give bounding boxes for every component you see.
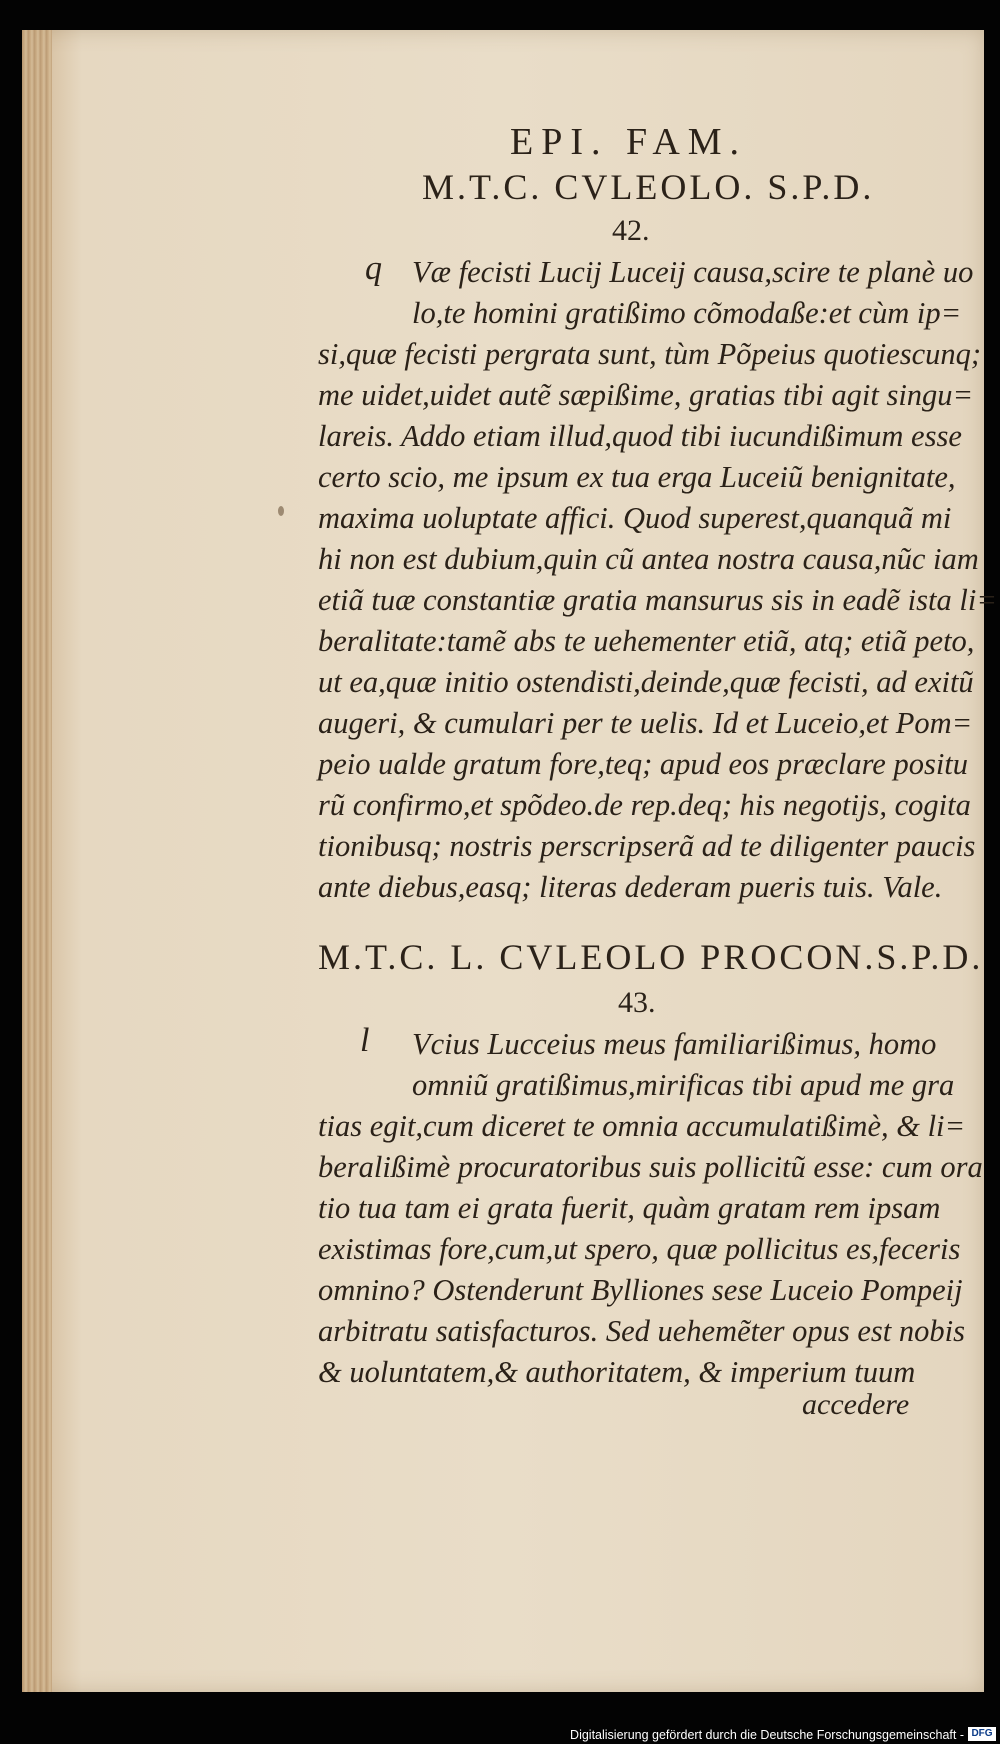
funding-credit: Digitalisierung gefördert durch die Deutsche Forschungsgemeinschaft - xyxy=(570,1728,964,1742)
text-line: beralißimè procuratoribus suis pollicitũ esse: cum ora xyxy=(318,1150,983,1184)
letter-body xyxy=(318,1024,983,1393)
text-line: ante diebus,easq; literas dederam pueris tuis. Vale. xyxy=(318,870,943,904)
text-line: existimas fore,cum,ut spero, quæ pollicitus es,feceris xyxy=(318,1232,961,1266)
page-edge xyxy=(22,30,52,1692)
text-line: si,quæ fecisti pergrata sunt, tùm Põpeius quotiescunq; xyxy=(318,337,982,371)
text-line: arbitratu satisfacturos. Sed uehemẽter opus est nobis xyxy=(318,1314,965,1348)
text-line: lareis. Addo etiam illud,quod tibi iucundißimum esse xyxy=(318,419,962,453)
text-line: hi non est dubium,quin cũ antea nostra causa,nũc iam xyxy=(318,542,979,576)
letter-number: 42. xyxy=(612,214,650,247)
text-line: tias egit,cum diceret te omnia accumulatißimè, & li= xyxy=(318,1109,966,1143)
dfg-logo: DFG xyxy=(968,1727,996,1741)
text-line: ut ea,quæ initio ostendisti,deinde,quæ fecisti, ad exitũ xyxy=(318,665,974,699)
text-line: etiã tuæ constantiæ gratia mansurus sis in eadẽ ista li= xyxy=(318,583,997,617)
letter-title: M.T.C. CVLEOLO. S.P.D. xyxy=(422,167,875,207)
letter-number: 43. xyxy=(618,986,656,1019)
guide-letter: q xyxy=(365,250,382,287)
guide-letter: l xyxy=(360,1022,370,1059)
text-line: Væ fecisti Lucij Luceij causa,scire te planè uo xyxy=(412,255,974,289)
text-line: rũ confirmo,et spõdeo.de rep.deq; his negotijs, cogita xyxy=(318,788,971,822)
text-line: tio tua tam ei grata fuerit, quàm gratam rem ipsam xyxy=(318,1191,941,1225)
text-line: certo scio, me ipsum ex tua erga Luceiũ benignitate, xyxy=(318,460,956,494)
text-line: & uoluntatem,& authoritatem, & imperium tuum xyxy=(318,1355,916,1389)
letter-title: M.T.C. L. CVLEOLO PROCON.S.P.D. xyxy=(318,937,984,977)
catchword: accedere xyxy=(802,1388,910,1421)
running-head: EPI. FAM. xyxy=(510,121,748,163)
text-line: tionibusq; nostris perscripserã ad te diligenter paucis xyxy=(318,829,976,863)
text-line: omnino? Ostenderunt Bylliones sese Luceio Pompeij xyxy=(318,1273,963,1307)
text-line: maxima uoluptate affici. Quod superest,quanquã mi xyxy=(318,501,952,535)
text-line: peio ualde gratum fore,teq; apud eos præclare positu xyxy=(318,747,969,781)
text-line: omniũ gratißimus,mirificas tibi apud me gra xyxy=(412,1068,955,1102)
text-line: augeri, & cumulari per te uelis. Id et Luceio,et Pom= xyxy=(318,706,973,740)
text-line: Vcius Lucceius meus familiarißimus, homo xyxy=(412,1027,937,1061)
text-line: lo,te homini gratißimo cõmodaße:et cùm ip= xyxy=(412,296,962,330)
text-line: me uidet,uidet autẽ sæpißime, gratias tibi agit singu= xyxy=(318,378,974,412)
ink-smudge xyxy=(278,506,284,516)
letter-body xyxy=(318,252,997,908)
text-line: beralitate:tamẽ abs te uehementer etiã, atq; etiã peto, xyxy=(318,624,975,658)
